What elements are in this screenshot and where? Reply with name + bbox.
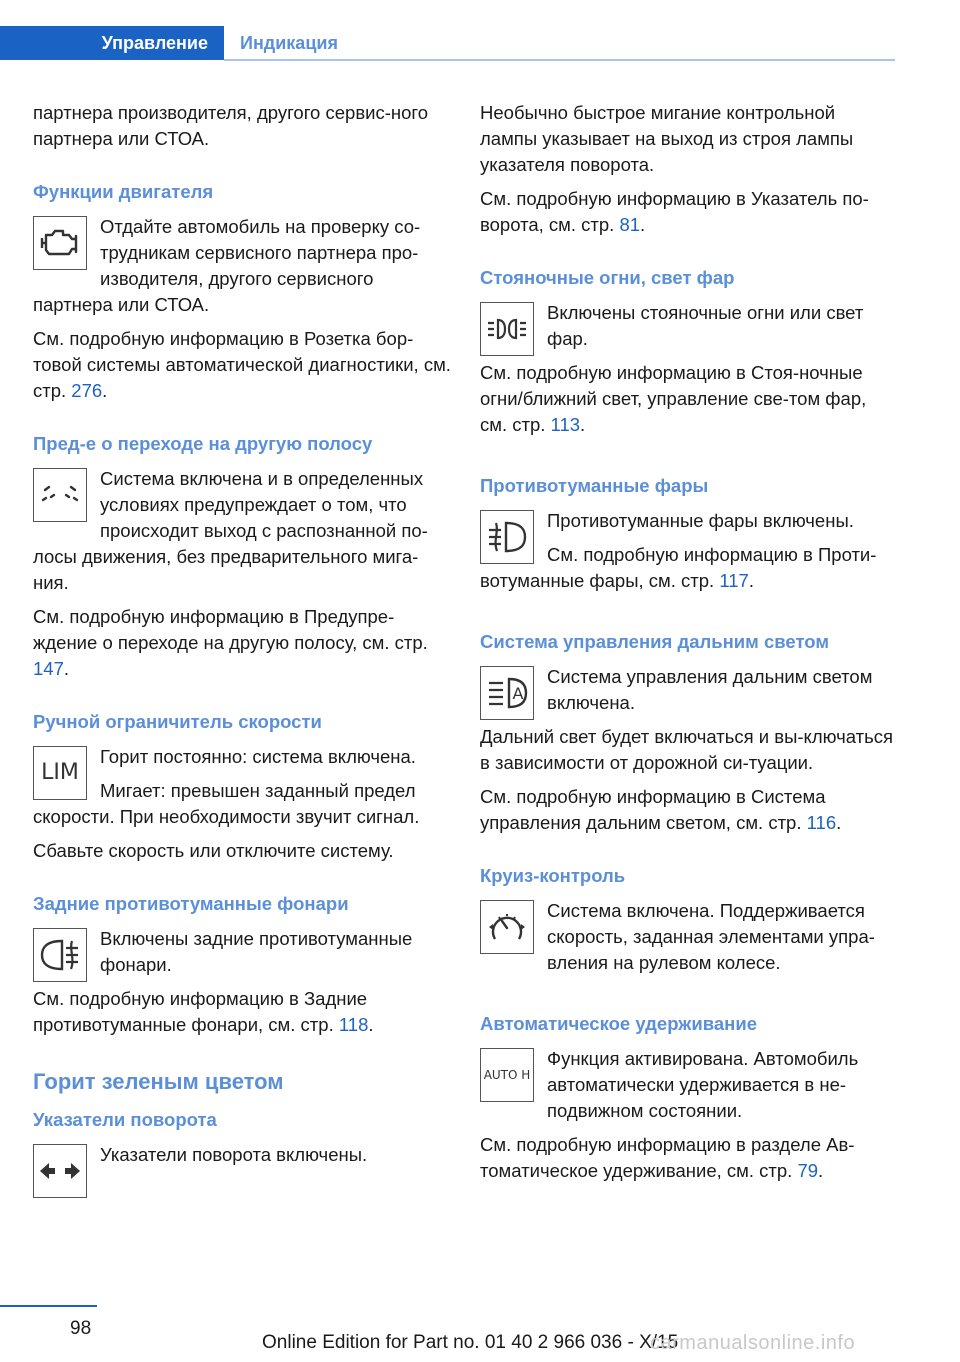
highbeam-page-link[interactable]: 116 bbox=[806, 812, 837, 833]
turn-text1: Указатели поворота включены. bbox=[100, 1144, 368, 1165]
section-title-autohold: Автоматическое удерживание bbox=[480, 1013, 758, 1034]
limiter-text3: Сбавьте скорость или отключите систему. bbox=[33, 840, 394, 861]
lane-ref-text: См. подробную информацию в Предупре-ждение о переходе на другую полосу, см. стр. bbox=[33, 606, 428, 653]
section-title-turn: Указатели поворота bbox=[33, 1109, 217, 1130]
entry-limiter bbox=[33, 744, 453, 838]
watermark: carmanualsonline.info bbox=[650, 1332, 856, 1354]
intro-text: партнера производителя, другого сервис-ного партнера или СТОА. bbox=[33, 102, 429, 149]
parking-ref-text: См. подробную информацию в Стоя-ночные огни/ближний свет, управление све-том фар, см. стр. bbox=[480, 362, 867, 435]
edition-text: Online Edition for Part no. 01 40 2 966 036 - X/15 bbox=[262, 1332, 679, 1353]
limiter-icon-label: LIM bbox=[41, 760, 79, 785]
auto-hold-icon bbox=[480, 1048, 534, 1102]
limiter-text1: Горит постоянно: система включена. bbox=[100, 746, 416, 767]
entry-frontfog bbox=[480, 508, 896, 602]
autohold-ref-text: См. подробную информацию в разделе Ав-томатическое удерживание, см. стр. bbox=[480, 1134, 855, 1181]
entry-cruise bbox=[480, 898, 896, 984]
frontfog-page-link[interactable]: 117 bbox=[719, 570, 749, 591]
page-header bbox=[0, 26, 895, 62]
entry-turn bbox=[33, 1142, 453, 1202]
rear-fog-icon bbox=[33, 928, 87, 982]
entry-lane bbox=[33, 466, 453, 604]
autohold-page-link[interactable]: 79 bbox=[797, 1160, 819, 1181]
section-title-green: Горит зеленым цветом bbox=[33, 1069, 284, 1094]
lane-ref: См. подробную информацию в Предупре-ждение о переходе на другую полосу, см. стр. 147. bbox=[33, 606, 428, 679]
rearfog-page-link[interactable]: 118 bbox=[338, 1014, 369, 1035]
limiter-text2: Мигает: превышен заданный предел скорости. При необходимости звучит сигнал. bbox=[33, 780, 420, 827]
parking-ref: См. подробную информацию в Стоя-ночные огни/ближний свет, управление све-том фар, см. стр. 113. bbox=[480, 362, 867, 435]
section-title-rearfog: Задние противотуманные фонари bbox=[33, 893, 349, 914]
high-beam-assist-icon bbox=[480, 666, 534, 720]
turn-signal-icon bbox=[33, 1144, 87, 1198]
section-title-cruise: Круиз-контроль bbox=[480, 865, 626, 886]
footer-rule bbox=[0, 1305, 97, 1307]
frontfog-ref: См. подробную информацию в Проти-вотуманные фары, см. стр. 117. bbox=[480, 544, 877, 591]
autohold-icon-label: AUTO H bbox=[483, 1068, 531, 1082]
turn-ref-text: См. подробную информацию в Указатель по-ворота, см. стр. bbox=[480, 188, 869, 235]
entry-engine bbox=[33, 214, 453, 326]
turn-page-link[interactable]: 81 bbox=[619, 214, 641, 235]
entry-parking bbox=[480, 300, 896, 446]
parking-text1: Включены стояночные огни или свет фар. bbox=[547, 302, 864, 349]
header-rule bbox=[224, 59, 895, 61]
parking-lights-icon bbox=[480, 302, 534, 356]
tab-indication[interactable]: Индикация bbox=[240, 33, 338, 53]
entry-autohold bbox=[480, 1046, 896, 1132]
right-column bbox=[480, 100, 896, 1192]
section-title-limiter: Ручной ограничитель скорости bbox=[33, 711, 322, 732]
section-title-highbeam: Система управления дальним светом bbox=[480, 631, 830, 652]
rearfog-ref-text: См. подробную информацию в Задние противотуманные фонари, см. стр. bbox=[33, 988, 368, 1035]
engine-ref: См. подробную информацию в Розетка бор-товой системы автоматической диагностики, см. стр. 276. bbox=[33, 328, 451, 401]
autohold-ref: См. подробную информацию в разделе Ав-томатическое удерживание, см. стр. 79. bbox=[480, 1134, 855, 1181]
entry-highbeam bbox=[480, 664, 896, 724]
frontfog-ref-text: См. подробную информацию в Проти-вотуманные фары, см. стр. bbox=[480, 544, 877, 591]
engine-ref-text: См. подробную информацию в Розетка бор-товой системы автоматической диагностики, см. стр. bbox=[33, 328, 451, 401]
lane-text: Система включена и в определенных условиях предупреждает о том, что происходит выход с распознанной по-лосы движения, без предварительного мига-ния. bbox=[33, 468, 428, 593]
section-title-lane: Пред-е о переходе на другую полосу bbox=[33, 433, 373, 454]
turn-fast-text: Необычно быстрое мигание контрольной лампы указывает на выход из строя лампы указателя поворота. bbox=[480, 102, 854, 175]
section-title-engine: Функции двигателя bbox=[33, 181, 214, 202]
cruise-control-icon bbox=[480, 900, 534, 954]
highbeam-ref-text: См. подробную информацию в Система управления дальним светом, см. стр. bbox=[480, 786, 826, 833]
page-number: 98 bbox=[70, 1318, 92, 1339]
engine-text: Отдайте автомобиль на проверку со-трудникам сервисного партнера про-изводителя, другого сервисного партнера или СТОА. bbox=[33, 216, 421, 315]
lane-departure-icon bbox=[33, 468, 87, 522]
rearfog-ref: См. подробную информацию в Задние противотуманные фонари, см. стр. 118. bbox=[33, 988, 374, 1035]
turn-ref: См. подробную информацию в Указатель по-ворота, см. стр. 81. bbox=[480, 188, 869, 235]
frontfog-text1: Противотуманные фары включены. bbox=[547, 510, 854, 531]
front-fog-icon bbox=[480, 510, 534, 564]
highbeam-text1: Система управления дальним светом включена. bbox=[547, 666, 873, 713]
section-title-frontfog: Противотуманные фары bbox=[480, 475, 709, 496]
left-column bbox=[33, 100, 453, 1202]
section-title-parking: Стояночные огни, свет фар bbox=[480, 267, 735, 288]
rearfog-text1: Включены задние противотуманные фонари. bbox=[100, 928, 413, 975]
parking-page-link[interactable]: 113 bbox=[550, 414, 581, 435]
lane-page-link[interactable]: 147 bbox=[33, 658, 64, 679]
tab-control[interactable]: Управление bbox=[0, 26, 224, 60]
autohold-text1: Функция активирована. Автомобиль автоматически удерживается в не-подвижном состоянии. bbox=[547, 1048, 859, 1121]
entry-rearfog bbox=[33, 926, 453, 986]
engine-check-icon bbox=[33, 216, 87, 270]
cruise-text1: Система включена. Поддерживается скорость, заданная элементами упра-вления на рулевом колесе. bbox=[547, 900, 875, 973]
speed-limiter-icon bbox=[33, 746, 87, 800]
svg-text:A: A bbox=[512, 684, 524, 703]
highbeam-text2: Дальний свет будет включаться и вы-ключаться в зависимости от дорожной си-туации. bbox=[480, 726, 893, 773]
highbeam-ref: См. подробную информацию в Система управления дальним светом, см. стр. 116. bbox=[480, 786, 842, 833]
engine-page-link[interactable]: 276 bbox=[71, 380, 103, 401]
